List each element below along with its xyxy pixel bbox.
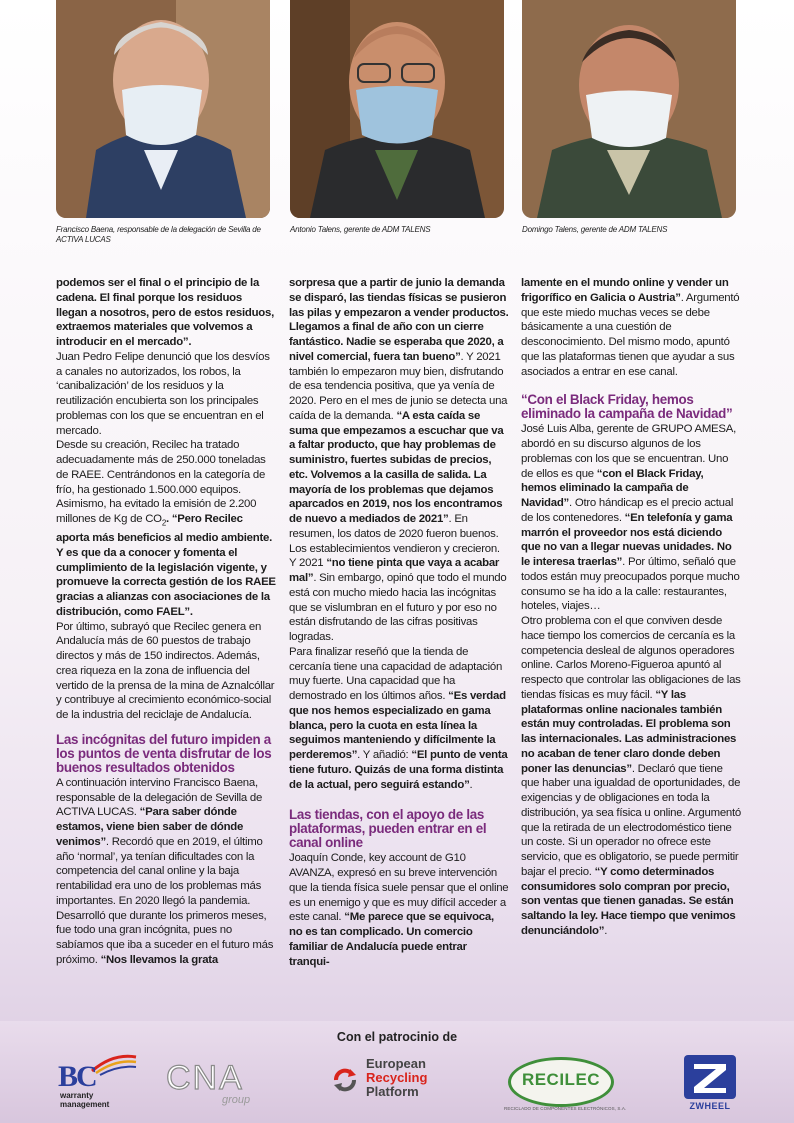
cna-sub: group <box>222 1094 251 1106</box>
erp-logo <box>330 1057 450 1107</box>
photo-caption-center: Antonio Talens, gerente de ADM TALENS <box>290 225 431 234</box>
section-heading: “Con el Black Friday, hemos eliminado la campaña de Navidad” <box>521 392 733 422</box>
erp-line-3: Platform <box>366 1084 419 1099</box>
bc-letters: BC <box>58 1060 96 1093</box>
erp-line-2: Recycling <box>366 1070 428 1085</box>
photo-antonio-talens <box>290 0 504 218</box>
zwheel-name: ZWHEEL <box>689 1101 731 1111</box>
paragraph: lamente en el mundo online y vender un frigorífico en Galicia o Austria”. Argumentó que este miedo muchas veces se debe básicamente a una cuestión de desconocimiento. Del mismo modo, apuntó que las plataformas tienen que ayudar a sus asociados a entrar en ese canal. <box>521 277 740 378</box>
bc-tagline-2: management <box>60 1100 110 1109</box>
zwheel-z-icon <box>684 1055 736 1099</box>
section-heading: Las incógnitas del futuro impiden a los puntos de venta disfrutar de los buenos resultados obtenidos <box>56 731 272 775</box>
portrait-image <box>522 0 736 218</box>
photo-francisco-baena <box>56 0 270 218</box>
paragraph: José Luis Alba, gerente de GRUPO AMESA, abordó en su discurso algunos de los problemas con los que se encuentran. Uno de ellos es que “con el Black Friday, hemos eliminado la campaña de Navidad”. Otro hándicap es el precio actual de los contenedores. “En telefonía y gama marrón el proveedor nos está diciendo que no van a llegar nuevas unidades. No le interesa traerlas”. Por último, señaló que todos están muy preocupados porque mucho consumo se ha ido a la calle: restaurantes, hoteles, viajes… <box>521 423 740 613</box>
recilec-name: RECILEC <box>521 1070 601 1089</box>
bc-warranty-logo <box>58 1051 138 1111</box>
zwheel-logo <box>680 1055 740 1115</box>
sponsor-title: Con el patrocinio de <box>336 1030 458 1044</box>
paragraph: Para finalizar reseñó que la tienda de cercanía tiene una capacidad de adaptación muy fuerte. Una capacidad que ha demostrado en los últimos años. “Es verdad que nos hemos especializado en gama blanca, pero la cuota en esta línea la seguimos manteniendo y difícilmente la perderemos”. Y añadió: “El punto de venta tiene futuro. Quizás de una forma distinta de la actual, pero seguirá estando”. <box>289 645 508 791</box>
paragraph: Joaquín Conde, key account de G10 AVANZA, expresó en su breve intervención que la tienda física suele pensar que el online es un enemigo y que es muy difícil acceder a este canal. “Me parece que se equivoca, no es tan complicado. Un comercio familiar de Andalucía puede entrar tranqui- <box>289 852 509 968</box>
paragraph: Desde su creación, Recilec ha tratado adecuadamente más de 250.000 toneladas de RAEE. Centrándonos en la categoría de frío, ha gestionado 1.500.000 equipos. Asimismo, ha evitado la emisión de 2.200 millones de Kg de $CO_2$. “Pero Recilec aporta más beneficios al medio ambiente. Y es que da a conocer y fomenta el cumplimiento de la legislación vigente, y promueve la correcta gestión de los RAEE gracias a alianzas con asociaciones de la distribución, como FAEL”. <box>56 439 276 618</box>
article-column-1 <box>56 276 276 968</box>
bc-tagline-1: warranty <box>60 1091 94 1100</box>
paragraph: Otro problema con el que conviven desde hace tiempo los comercios de cercanía es la competencia desleal de algunos operadores online. Carlos Moreno-Figueroa apuntó al respecto que controlar las obligaciones de las tiendas físicas es muy fácil. “Y las plataformas online nacionales también están muy controladas. El problema son las internacionales. Las administraciones no acaban de tener claro donde deben poner las denuncias”. Declaró que tiene que haber una igualdad de oportunidades, de exigencias y de obligaciones en toda la distribución, ya sea física u online. Argumentó que la retirada de un electrodoméstico tiene un coste. Si un operador no ofrece este servicio, que es obligatorio, se puede permitir bajar el precio. “Y como determinados consumidores solo compran por precio, son ventas que tienen ganadas. Se están saltando la ley. Hace tiempo que venimos denunciándolo”. <box>521 615 741 937</box>
portrait-image <box>290 0 504 218</box>
photo-domingo-talens <box>522 0 736 218</box>
portrait-image <box>56 0 270 218</box>
paragraph: Juan Pedro Felipe denunció que los desvíos a canales no autorizados, los robos, la ‘canibalización’ de los residuos y la reutilización encubierta son los principales problemas con los que se encuentran en el mercado. <box>56 350 270 437</box>
cna-letters: CNA <box>166 1059 244 1097</box>
paragraph: Por último, subrayó que Recilec genera en Andalucía más de 60 puestos de trabajo directos y más de 150 indirectos. Además, crea riqueza en la zona de influencia del vertido de la prensa de la mina de Aznalcóllar y contribuye al crecimiento económico-social de la industria del reciclaje de Andalucía. <box>56 620 275 722</box>
recilec-logo <box>504 1051 627 1115</box>
paragraph: podemos ser el final o el principio de la cadena. El final porque los residuos llegan a nosotros, pero de estos residuos, extraemos materiales que volvemos a introducir en el mercado”. <box>56 277 275 348</box>
cna-group-logo <box>166 1059 276 1109</box>
sponsor-footer <box>0 1021 794 1123</box>
recycling-arrows-icon <box>330 1065 360 1095</box>
paragraph: sorpresa que a partir de junio la demanda se disparó, las tiendas físicas se pusieron las pilas y empezaron a vender productos. Llegamos a final de año con un cierre fantástico. Nadie se esperaba que 2020, a nivel comercial, fuera tan bueno”. Y 2021 también lo empezaron muy bien, disfrutando de esa tendencia positiva, que ya venía de 2020. Pero en el mes de junio se detecta una caída de la demanda. “A esta caída se suma que empezamos a escuchar que va a faltar producto, que hay problemas de suministro, fuertes subidas de precios, etc. Volvemos a la casilla de salida. La mayoría de los problemas que dejamos aparcados en 2019, nos los encontramos de nuevo a mediados de 2021”. En resumen, los datos de 2020 fueron buenos. Los establecimientos vendieron y crecieron. Y 2021 “no tiene pinta que vaya a acabar mal”. Sin embargo, opinó que todo el mundo está con mucho miedo hacia las incógnitas que se vislumbran en el futuro y por eso no están disfrutando de las cifras positivas logradas. <box>289 277 509 643</box>
photo-caption-right: Domingo Talens, gerente de ADM TALENS <box>522 225 668 234</box>
section-heading: Las tiendas, con el apoyo de las plataformas, pueden entrar en el canal online <box>289 807 487 851</box>
paragraph: A continuación intervino Francisco Baena, responsable de la delegación de Sevilla de ACTIVA LUCAS. “Para saber dónde estamos, viene bien saber de dónde venimos”. Recordó que en 2019, el último año ‘normal’, ya tenían dificultades con la competencia del canal online y la baja rentabilidad era uno de los problemas más importantes. En 2020 llegó la pandemia. Desarrolló que durante los primeros meses, fue todo una gran incógnita, pues no sabíamos que iba a suceder en el futuro más próximo. “Nos llevamos la grata <box>56 776 274 966</box>
erp-line-1: European <box>366 1056 426 1071</box>
article-column-2 <box>289 276 509 969</box>
article-column-3 <box>521 276 741 939</box>
photo-caption-left: Francisco Baena, responsable de la delegación de Sevilla de ACTIVA LUCAS <box>56 225 261 244</box>
recilec-sub: RECICLADO DE COMPONENTES ELECTRÓNICOS, S.A. <box>504 1106 627 1111</box>
